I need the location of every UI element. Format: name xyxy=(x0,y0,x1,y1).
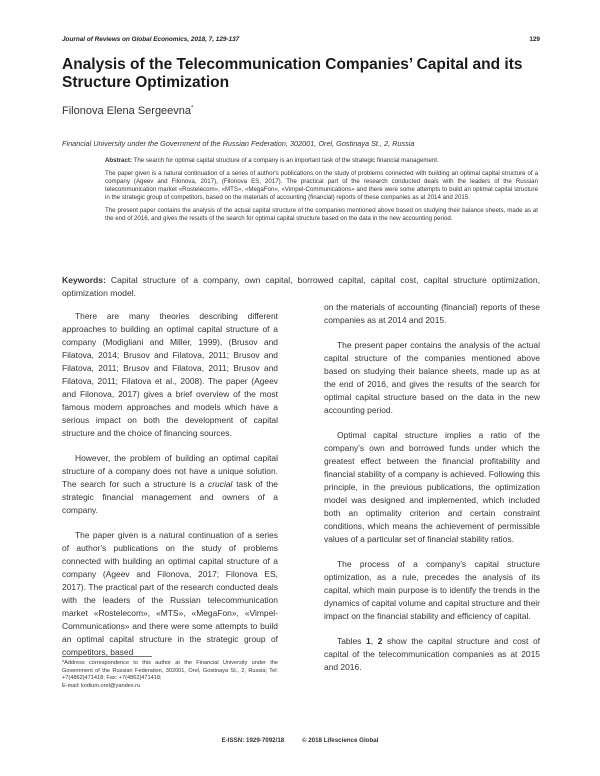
body-paragraph xyxy=(324,635,540,674)
running-head xyxy=(62,36,540,43)
footnote-divider xyxy=(62,656,152,657)
affiliation: Financial University under the Government of the Russian Federation, 302001, Orel, Gostinaya St., 2, Russia xyxy=(62,139,415,148)
body-text: task of the strategic financial management and owners of a company. xyxy=(62,479,278,515)
body-paragraph: The paper given is a natural continuation of a series of author's publications on the study of problems connected with building an optimal capital structure of a company (Ageev and Filonova, 2017; Filonova ES, 2017). The practical part of the research conducted deals with the leaders of the Russian telecommunication market «Rostelecom», «MTS», «MegaFon», «Vimpel-Communications» and there were some attempts to build an optimal capital structure in the strategic group of competitors, based xyxy=(62,530,278,657)
body-column-right xyxy=(324,301,540,686)
body-column-left xyxy=(62,310,278,671)
abstract-paragraph-3: The present paper contains the analysis of the actual capital structure of the companies mentioned above based on studying their balance sheets, made as at the end of 2016, and gives the results of the search for optimal capital structure based on the data in the new accounting period. xyxy=(105,207,538,222)
body-text: show the capital structure and cost of capital of the telecommunication companies as at 2015 and 2016. xyxy=(324,636,540,672)
table-1-link[interactable]: 1 xyxy=(366,636,371,646)
keywords-text: Capital structure of a company, own capital, borrowed capital, capital cost, capital structure optimization, optimization model. xyxy=(62,275,540,298)
page-footer xyxy=(0,737,600,744)
body-text: Tables xyxy=(337,636,367,646)
body-paragraph: There are many theories describing different approaches to building an optimal capital structure of a company (Modigliani and Miller, 1999), (Brusov and Filatova, 2014; Brusov and Filatova, 2011; Brusov and Filatova, 2011; Brusov and Filatova, 2011; Brusov and Filatova, 2011; Filatova et al., 2008). The paper (Ageev and Filonova, 2017) gives a brief overview of the most famous modern approaches and models which have a serious impact on both the development of capital structure and the choice of financing sources. xyxy=(62,311,278,438)
body-paragraph xyxy=(62,452,278,517)
body-paragraph: Optimal capital structure implies a ratio of the company's own and borrowed funds under which the greatest effect between the financial profitability and financial stability of a company is achieved. Following this principle, in the previous publications, the optimization model was designed and implemented, which included both an optimality criterion and certain constraint conditions, which means the achievement of permissible values of a particular set of financial stability ratios. xyxy=(324,430,540,544)
keywords xyxy=(62,274,540,299)
body-paragraph: The present paper contains the analysis of the actual capital structure of the companies mentioned above based on studying their balance sheets, made up as at the end of 2016, and gives the results of the search for optimal capital structure based on the data in the new accounting period. xyxy=(324,340,540,415)
author xyxy=(62,105,193,117)
emphasis: crucial xyxy=(208,479,233,489)
abstract-text-1: The search for optimal capital structure of a company is an important task of the strategic financial management. xyxy=(133,157,439,164)
abstract-paragraph-1 xyxy=(105,157,538,165)
body-paragraph: The process of a company's capital structure optimization, as a rule, precedes the analysis of its capital, which main purpose is to identify the trends in the dynamics of capital volume and capital structure and their impact on the financial stability and efficiency of capital. xyxy=(324,559,540,621)
abstract xyxy=(105,157,538,228)
author-footnote-mark[interactable]: * xyxy=(191,105,194,112)
body-text: However, the problem of building an optimal capital structure of a company does not have a unique solution. The search for such a structure is a xyxy=(62,453,278,489)
keywords-label: Keywords: xyxy=(62,275,106,285)
body-text: , xyxy=(370,636,378,646)
table-2-link[interactable]: 2 xyxy=(377,636,383,646)
abstract-paragraph-2: The paper given is a natural continuation of a series of author's publications on the study of problems connected with building an optimal capital structure of a company (Ageev and Filonova, 2017), (Filonova ES, 2017). The practical part of the research conducted deals with the leaders of the Russian telecommunication market «Rostelecom», «MTS», «MegaFon», «Vimpel-Communications» and there were some attempts to build an optimal capital structure in the strategic group of competitors, based on the materials of accounting (financial) reports of these companies as at 2014 and 2015. xyxy=(105,170,538,201)
article-title: Analysis of the Telecommunication Companies’ Capital and its Structure Optimization xyxy=(62,56,523,91)
abstract-label: Abstract: xyxy=(105,157,132,164)
journal-citation: Journal of Reviews on Global Economics, 2018, 7, 129-137 xyxy=(62,36,240,43)
copyright: © 2018 Lifescience Global xyxy=(301,737,379,744)
author-name: Filonova Elena Sergeevna xyxy=(62,105,192,117)
page-number: 129 xyxy=(529,36,540,43)
issn: E-ISSN: 1929-7092/18 xyxy=(221,737,285,744)
body-paragraph: on the materials of accounting (financial) reports of these companies as at 2014 and 2015. xyxy=(324,302,540,325)
footnote-address: *Address correspondence to this author at the Financial University under the Government of the Russian Federation, 302001, Orel, Gostinaya St., 2, Russia; Tel: +7(4862)471418; Fax: +7(4862)471418; xyxy=(62,660,278,681)
footnote xyxy=(62,660,278,690)
footnote-email[interactable]: E-mail: kodium.orel@yandex.ru xyxy=(62,682,141,689)
